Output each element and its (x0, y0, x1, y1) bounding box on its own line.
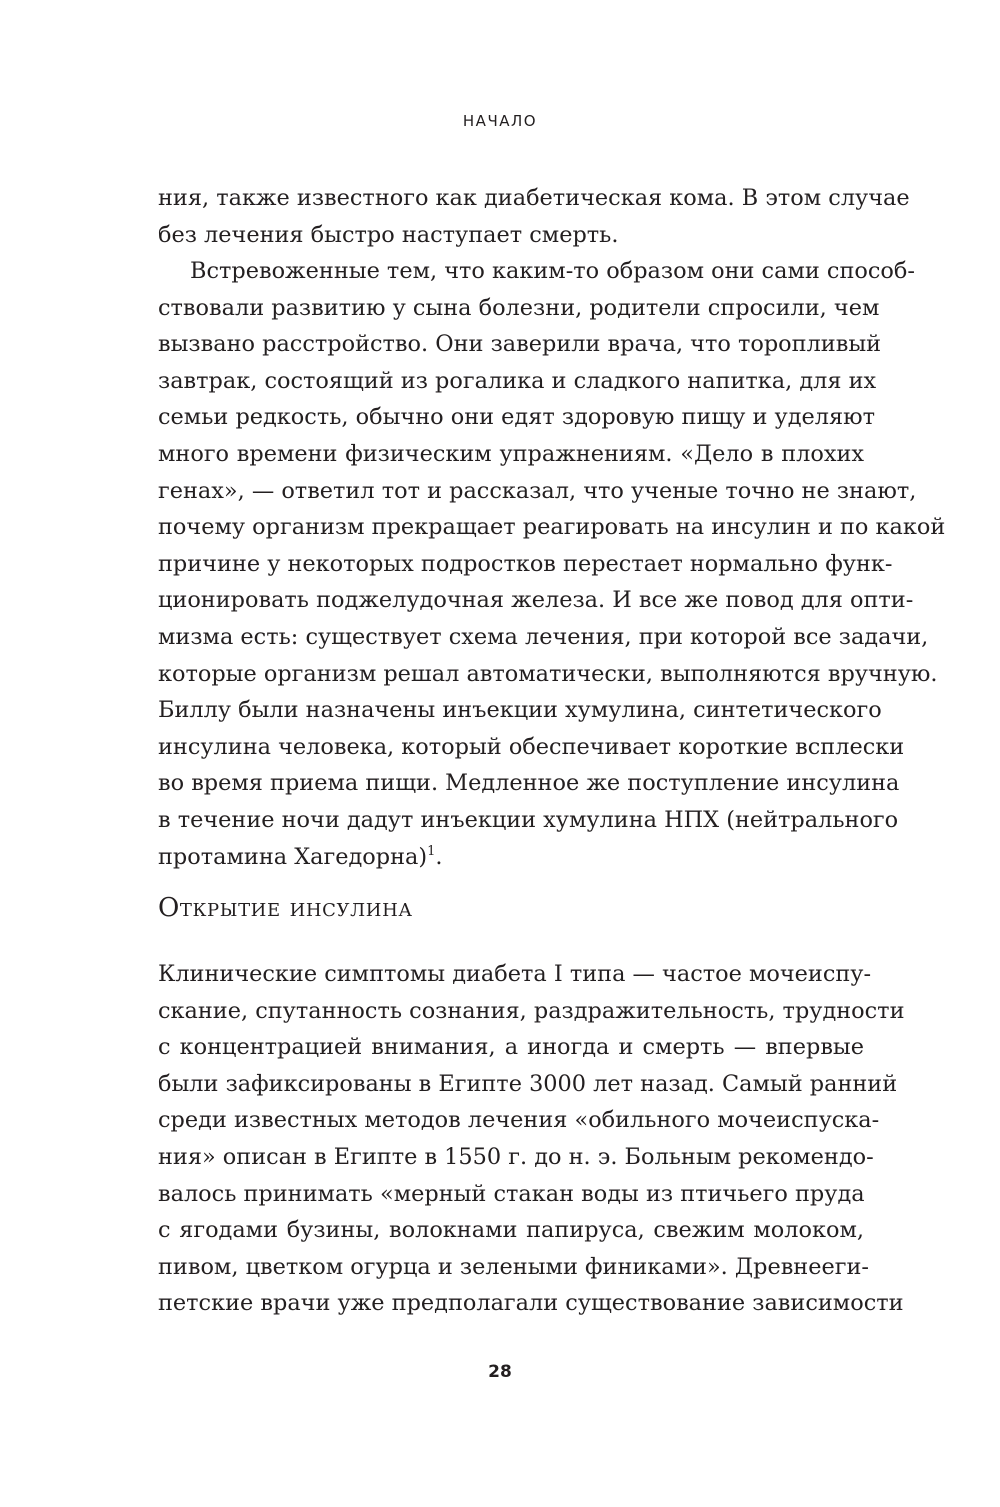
text-line: петские врачи уже предполагали существование зависимости (158, 1290, 904, 1317)
text-line (158, 839, 864, 876)
text-line: ствовали развитию у сына болезни, родители спросили, чем (158, 294, 880, 321)
text-line: почему организм прекращает реагировать на инсулин и по какой (158, 514, 946, 541)
text-line: без лечения быстро наступает смерть. (158, 221, 619, 248)
text-line: с концентрацией внимания, а иногда и смерть — впервые (158, 1034, 864, 1061)
text-line: пивом, цветком огурца и зелеными финиками». Древнееги- (158, 1253, 869, 1280)
text-line: в течение ночи дадут инъекции хумулина НПХ (нейтрального (158, 806, 899, 833)
text-line: завтрак, состоящий из рогалика и сладкого напитка, для их (158, 367, 877, 394)
text-line: были зафиксированы в Египте 3000 лет назад. Самый ранний (158, 1070, 898, 1097)
section-heading: Открытие инсулина (158, 893, 413, 923)
running-head: НАЧАЛО (462, 112, 538, 130)
text-line: с ягодами бузины, волокнами папируса, свежим молоком, (158, 1217, 864, 1244)
text-line: Встревоженные тем, что каким-то образом они сами способ- (190, 258, 915, 284)
paragraph-parents (158, 253, 946, 875)
paragraph-continuation (158, 180, 910, 253)
text-line: среди известных методов лечения «обильного мочеиспуска- (158, 1107, 880, 1134)
text-line: ния» описан в Египте в 1550 г. до н. э. Больным рекомендо- (158, 1143, 874, 1170)
text-line: инсулина человека, который обеспечивает короткие всплески (158, 733, 905, 760)
footnote-reference[interactable]: 1 (427, 843, 436, 859)
text-line: во время приема пищи. Медленное же поступление инсулина (158, 770, 900, 797)
paragraph-symptoms (158, 956, 905, 1322)
text-line: которые организм решал автоматически, выполняются вручную. (158, 660, 938, 687)
text-line: вызвано расстройство. Они заверили врача, что торопливый (158, 331, 882, 358)
text-line: скание, спутанность сознания, раздражительность, трудности (158, 997, 905, 1024)
text-line: Биллу были назначены инъекции хумулина, синтетического (158, 697, 882, 724)
text-line: семьи редкость, обычно они едят здоровую пищу и уделяют (158, 404, 875, 431)
text-line: ционировать поджелудочная железа. И все же повод для опти- (158, 587, 914, 614)
text-line: Клинические симптомы диабета I типа — частое мочеиспу- (158, 961, 872, 987)
text-line: генах», — ответил тот и рассказал, что ученые точно не знают, (158, 477, 917, 504)
page-number: 28 (488, 1362, 512, 1382)
text-line: много времени физическим упражнениям. «Дело в плохих (158, 440, 864, 467)
text-line: ния, также известного как диабетическая кома. В этом случае (158, 185, 910, 211)
text-line: причине у некоторых подростков перестает нормально функ- (158, 550, 893, 577)
text-line: валось принимать «мерный стакан воды из птичьего пруда (158, 1180, 865, 1207)
text-line: мизма есть: существует схема лечения, при которой все задачи, (158, 623, 929, 650)
text-line-body: протамина Хагедорна) (158, 843, 428, 870)
text-line-tail: . (435, 843, 443, 870)
